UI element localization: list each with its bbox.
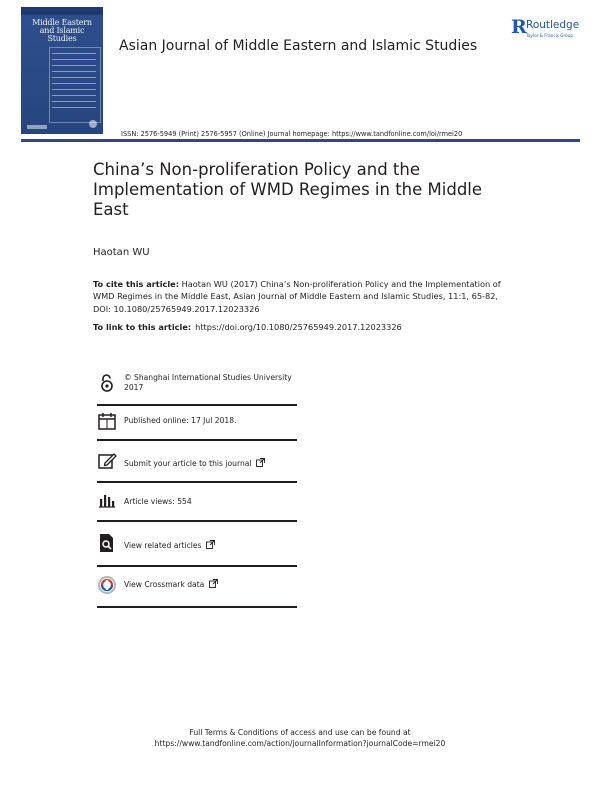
bar-chart-icon [97, 491, 117, 511]
external-link-icon [209, 579, 218, 588]
info-divider [97, 520, 297, 522]
copyright-text: © Shanghai International Studies University 2017 [124, 373, 292, 392]
cover-contents-lines [52, 53, 96, 113]
terms-footer [0, 728, 600, 749]
issn-text: ISSN: 2576-5949 (Print) 2576-5957 (Online) Journal homepage: [121, 130, 332, 138]
cover-publisher-mark [27, 125, 47, 129]
crossmark-label: View Crossmark data [124, 580, 205, 589]
document-search-icon [97, 533, 117, 553]
info-divider [97, 404, 297, 406]
journal-cover-image [21, 7, 103, 134]
journal-homepage-link[interactable]: https://www.tandfonline.com/loi/rmei20 [331, 130, 463, 138]
journal-title: Asian Journal of Middle Eastern and Islamic Studies [119, 38, 478, 54]
cite-label: To cite this article: [93, 279, 179, 289]
info-divider [97, 565, 297, 567]
related-articles-label: View related articles [124, 541, 202, 550]
article-views-text: Article views: 554 [124, 497, 192, 506]
cover-seal [89, 120, 97, 128]
open-access-lock-icon [97, 373, 117, 393]
doi-link[interactable]: 10.1080/25765949.2017.12023326 [113, 303, 260, 314]
crossmark-icon [97, 575, 117, 595]
info-divider [97, 439, 297, 441]
cite-text: Haotan WU (2017) China’s Non-proliferation Policy and the Implementation of WMD Regimes in the Middle East, Asian Journal of Middle Eastern and Islamic Studies, 11:1, 65-82, DOI: [93, 279, 501, 314]
article-link-row [93, 322, 402, 332]
issn-line [121, 130, 462, 138]
journal-information-link[interactable]: https://www.tandfonline.com/action/journalInformation?journalCode=rmei20 [154, 738, 446, 748]
cover-title: Middle Eastern and Islamic Studies [32, 18, 92, 43]
routledge-logo [511, 18, 591, 40]
submit-article-label: Submit your article to this journal [124, 459, 252, 468]
external-link-icon [256, 458, 265, 467]
article-author: Haotan WU [93, 247, 150, 258]
related-articles-link[interactable] [124, 540, 299, 551]
terms-text: Full Terms & Conditions of access and use can be found at [189, 728, 411, 737]
info-divider [97, 481, 297, 483]
routledge-logo-name: Routledge [526, 19, 580, 31]
published-date-text: Published online: 17 Jul 2018. [124, 416, 237, 425]
article-doi-url-link[interactable]: https://doi.org/10.1080/25765949.2017.12023326 [195, 322, 402, 332]
info-divider [97, 606, 297, 608]
routledge-logo-tagline: Taylor & Francis Group [526, 33, 574, 38]
crossmark-link[interactable] [124, 579, 299, 590]
submit-article-link[interactable] [124, 458, 299, 469]
header-divider [21, 139, 580, 142]
calendar-icon [97, 411, 117, 431]
cover-top-band [21, 7, 103, 15]
citation-block [93, 278, 513, 315]
routledge-logo-mark: R [511, 16, 527, 38]
external-link-icon [206, 540, 215, 549]
edit-pencil-icon [97, 451, 117, 471]
link-label: To link to this article: [93, 322, 192, 332]
article-title: China’s Non-proliferation Policy and the Implementation of WMD Regimes in the Middle East [93, 160, 483, 219]
